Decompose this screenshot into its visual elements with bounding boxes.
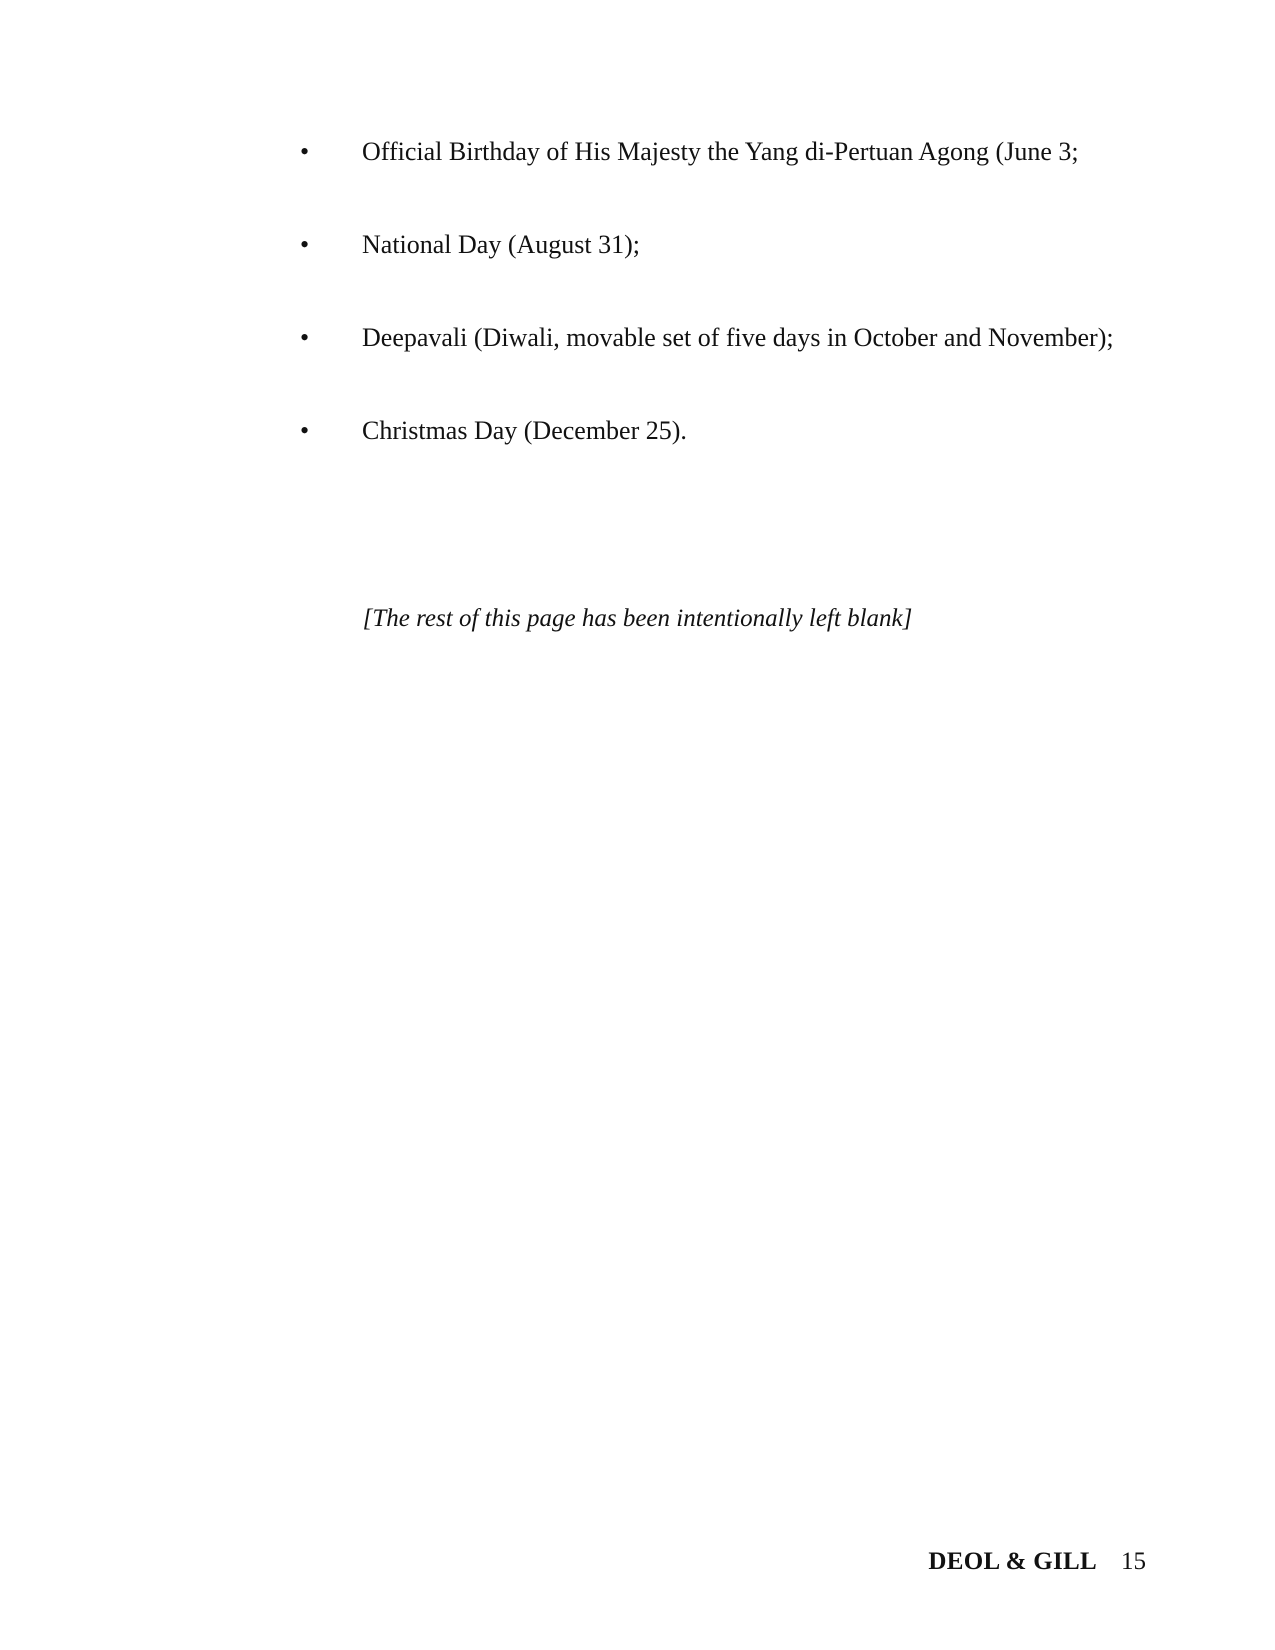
bullet-icon: •: [300, 137, 310, 166]
list-item: [300, 136, 1200, 229]
bullet-icon: •: [300, 416, 310, 445]
bullet-icon: •: [300, 323, 310, 352]
holiday-list: [300, 136, 1200, 508]
bullet-icon: •: [300, 230, 310, 259]
footer-author-names: DEOL & GILL: [928, 1548, 1097, 1575]
list-item: [300, 415, 1200, 508]
list-item-text: National Day (August 31);: [362, 230, 641, 259]
list-item-text: Official Birthday of His Majesty the Yang di-Pertuan Agong (June 3;: [362, 137, 1079, 166]
list-item: [300, 229, 1200, 322]
page-number: 15: [1121, 1548, 1146, 1575]
page-footer: [928, 1546, 1146, 1578]
list-item: [300, 322, 1200, 415]
blank-page-note: [The rest of this page has been intentionally left blank]: [362, 605, 913, 632]
list-item-text: Deepavali (Diwali, movable set of five days in October and November);: [362, 323, 1114, 352]
list-item-text: Christmas Day (December 25).: [362, 416, 687, 445]
